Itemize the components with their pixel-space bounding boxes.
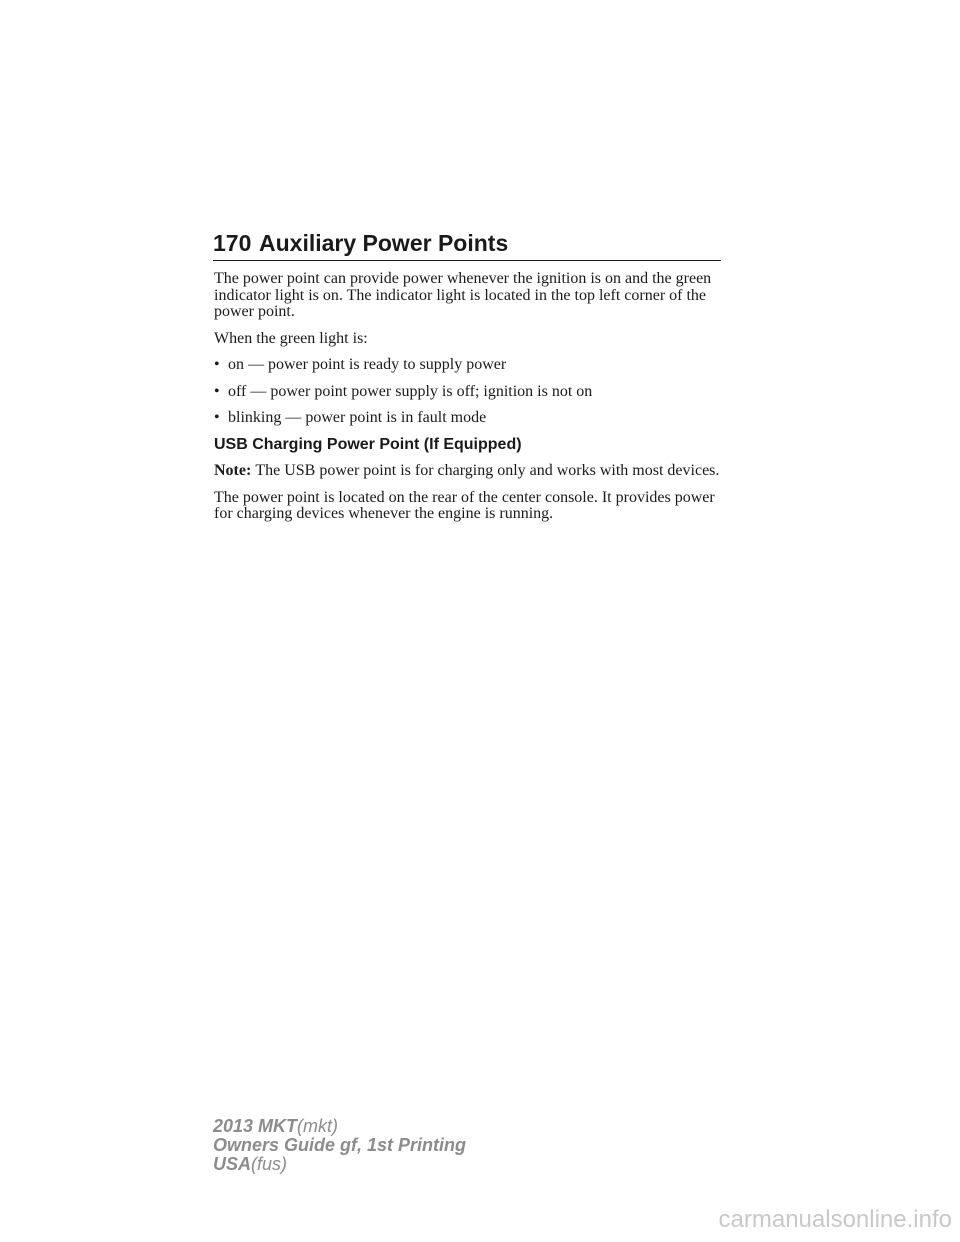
body-content <box>214 271 724 533</box>
watermark: carmanualsonline.info <box>718 1206 952 1233</box>
footer-guide-edition: Owners Guide gf, 1st Printing <box>213 1135 467 1155</box>
list-item <box>214 384 724 401</box>
footer-line-guide <box>213 1136 466 1155</box>
list-item <box>214 410 724 427</box>
section-title: Auxiliary Power Points <box>259 230 509 256</box>
bullet-icon: • <box>214 382 220 400</box>
list-item-text: off — power point power supply is off; ignition is not on <box>228 382 593 400</box>
usb-charging-subheading: USB Charging Power Point (If Equipped) <box>214 435 522 453</box>
footer-line-model <box>213 1117 466 1136</box>
indicator-states-list <box>214 357 724 427</box>
page-header <box>213 228 721 261</box>
paragraph-green-light-intro: When the green light is: <box>214 329 368 347</box>
list-item-text: blinking — power point is in fault mode <box>228 409 487 426</box>
footer-market-code: (fus) <box>251 1154 288 1174</box>
note-paragraph <box>214 463 724 480</box>
bullet-icon: • <box>214 356 220 373</box>
list-item <box>214 357 724 374</box>
paragraph-power-point-intro: The power point can provide power whenever the ignition is on and the green indicator light is on. The indicator light is located in the top left corner of the power point. <box>214 270 712 320</box>
document-footer <box>213 1117 466 1174</box>
paragraph-usb-location: The power point is located on the rear of the center console. It provides power for charging devices whenever the engine is running. <box>214 488 715 522</box>
footer-model-code: (mkt) <box>297 1116 339 1136</box>
footer-model: 2013 MKT <box>213 1116 298 1136</box>
page-number: 170 <box>213 230 252 256</box>
note-text: The USB power point is for charging only and works with most devices. <box>255 462 720 479</box>
note-label: Note: <box>214 462 252 479</box>
bullet-icon: • <box>214 409 220 426</box>
footer-market: USA <box>213 1154 252 1174</box>
footer-line-market <box>213 1155 466 1174</box>
list-item-text: on — power point is ready to supply power <box>228 356 507 373</box>
